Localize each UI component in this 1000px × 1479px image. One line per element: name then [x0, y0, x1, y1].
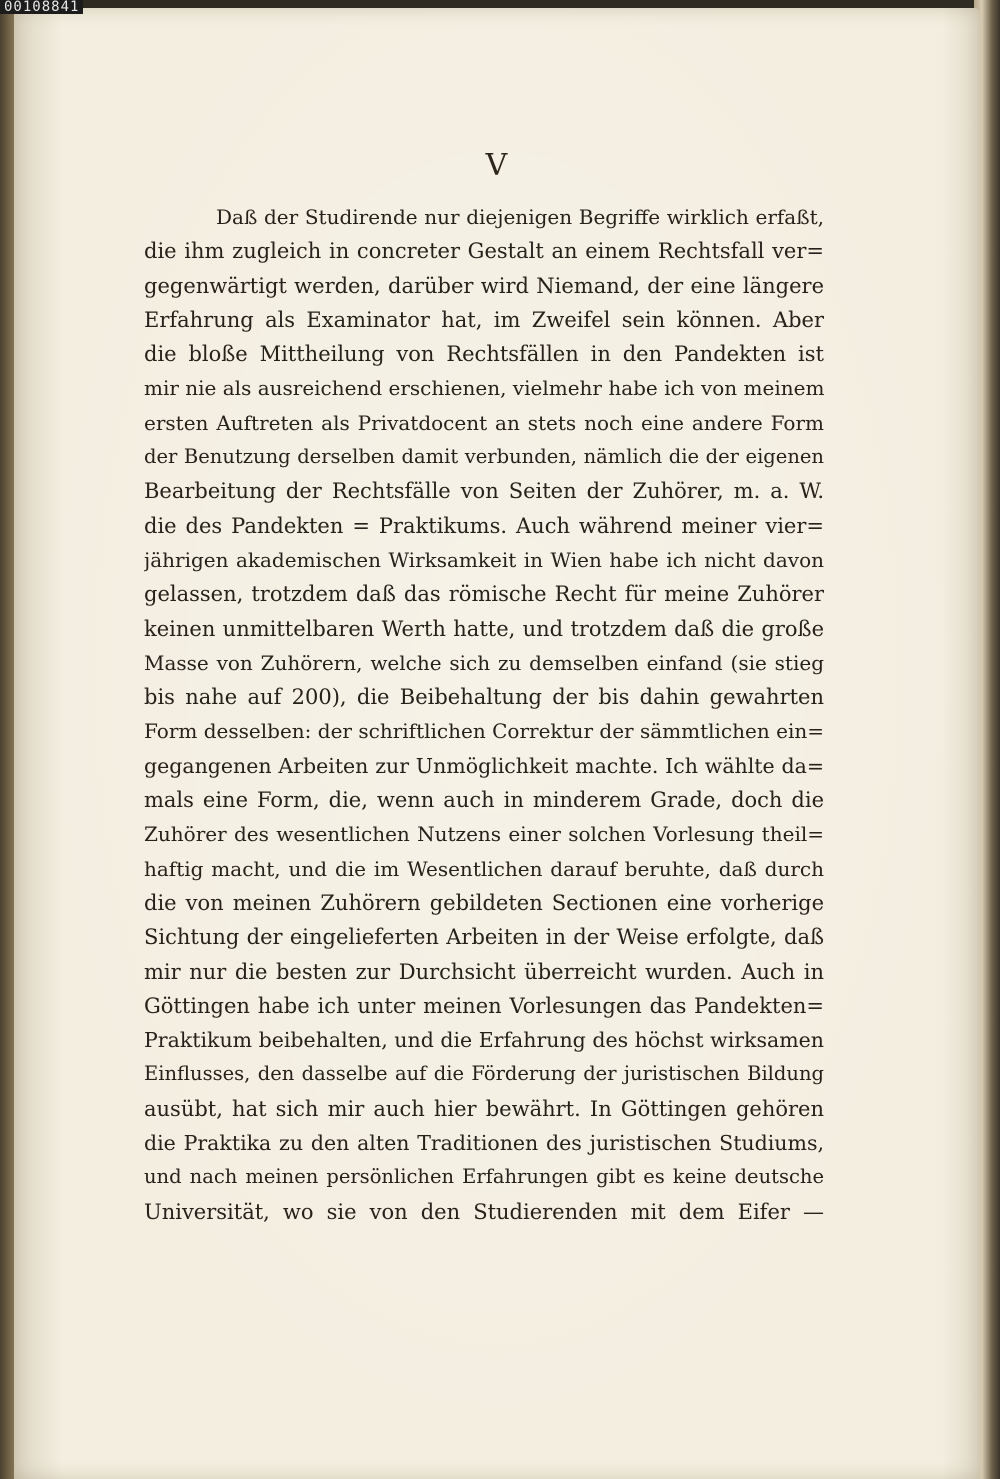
text-line: gegangenen Arbeiten zur Unmöglichkeit machte. Ich wählte da=	[144, 753, 824, 778]
text-line: Form desselben: der schriftlichen Correktur der sämmtlichen ein=	[144, 719, 824, 744]
page-number: V	[485, 148, 509, 183]
text-line: Universität, wo sie von den Studierenden mit dem Eifer —	[144, 1199, 824, 1224]
body-text	[144, 200, 824, 1229]
text-line: und nach meinen persönlichen Erfahrungen gibt es keine deutsche	[144, 1165, 824, 1189]
text-line: die ihm zugleich in concreter Gestalt an einem Rechtsfall ver=	[144, 239, 824, 264]
text-line: Daß der Studirende nur diejenigen Begriffe wirklich erfaßt,	[216, 205, 824, 229]
text-line: Masse von Zuhörern, welche sich zu demselben einfand (sie stieg	[144, 650, 824, 675]
text-line: Erfahrung als Examinator hat, im Zweifel sein können. Aber	[144, 307, 824, 332]
text-line: keinen unmittelbaren Werth hatte, und trotzdem daß die große	[144, 616, 824, 641]
text-line: Praktikum beibehalten, und die Erfahrung des höchst wirksamen	[144, 1028, 824, 1053]
text-line: mir nur die besten zur Durchsicht überreicht wurden. Auch in	[144, 959, 824, 984]
text-line: die bloße Mittheilung von Rechtsfällen in den Pandekten ist	[144, 342, 824, 367]
text-line: bis nahe auf 200), die Beibehaltung der bis dahin gewahrten	[144, 685, 824, 710]
text-line: haftig macht, und die im Wesentlichen darauf beruhte, daß durch	[144, 856, 824, 881]
text-line: die des Pandekten = Praktikums. Auch während meiner vier=	[144, 513, 824, 538]
text-line: Zuhörer des wesentlichen Nutzens einer solchen Vorlesung theil=	[144, 822, 824, 847]
text-line: ausübt, hat sich mir auch hier bewährt. In Göttingen gehören	[144, 1096, 824, 1121]
text-line: Sichtung der eingelieferten Arbeiten in der Weise erfolgte, daß	[144, 925, 824, 950]
text-line: die Praktika zu den alten Traditionen des juristischen Studiums,	[144, 1131, 824, 1156]
text-line: mals eine Form, die, wenn auch in minderem Grade, doch die	[144, 788, 824, 813]
text-line: Bearbeitung der Rechtsfälle von Seiten der Zuhörer, m. a. W.	[144, 479, 824, 504]
text-line: Einflusses, den dasselbe auf die Förderung der juristischen Bildung	[144, 1062, 824, 1086]
text-line: jährigen akademischen Wirksamkeit in Wien habe ich nicht davon	[144, 547, 824, 572]
text-line: Göttingen habe ich unter meinen Vorlesungen das Pandekten=	[144, 993, 824, 1018]
scan-id-label: 00108841	[0, 0, 83, 14]
text-line: gegenwärtigt werden, darüber wird Niemand, der eine längere	[144, 273, 824, 298]
text-line: mir nie als ausreichend erschienen, vielmehr habe ich von meinem	[144, 376, 824, 401]
text-line: ersten Auftreten als Privatdocent an stets noch eine andere Form	[144, 410, 824, 435]
text-line: der Benutzung derselben damit verbunden, nämlich die der eigenen	[144, 445, 824, 469]
text-line: die von meinen Zuhörern gebildeten Sectionen eine vorherige	[144, 890, 824, 915]
text-line: gelassen, trotzdem daß das römische Recht für meine Zuhörer	[144, 582, 824, 607]
book-page	[14, 8, 980, 1479]
